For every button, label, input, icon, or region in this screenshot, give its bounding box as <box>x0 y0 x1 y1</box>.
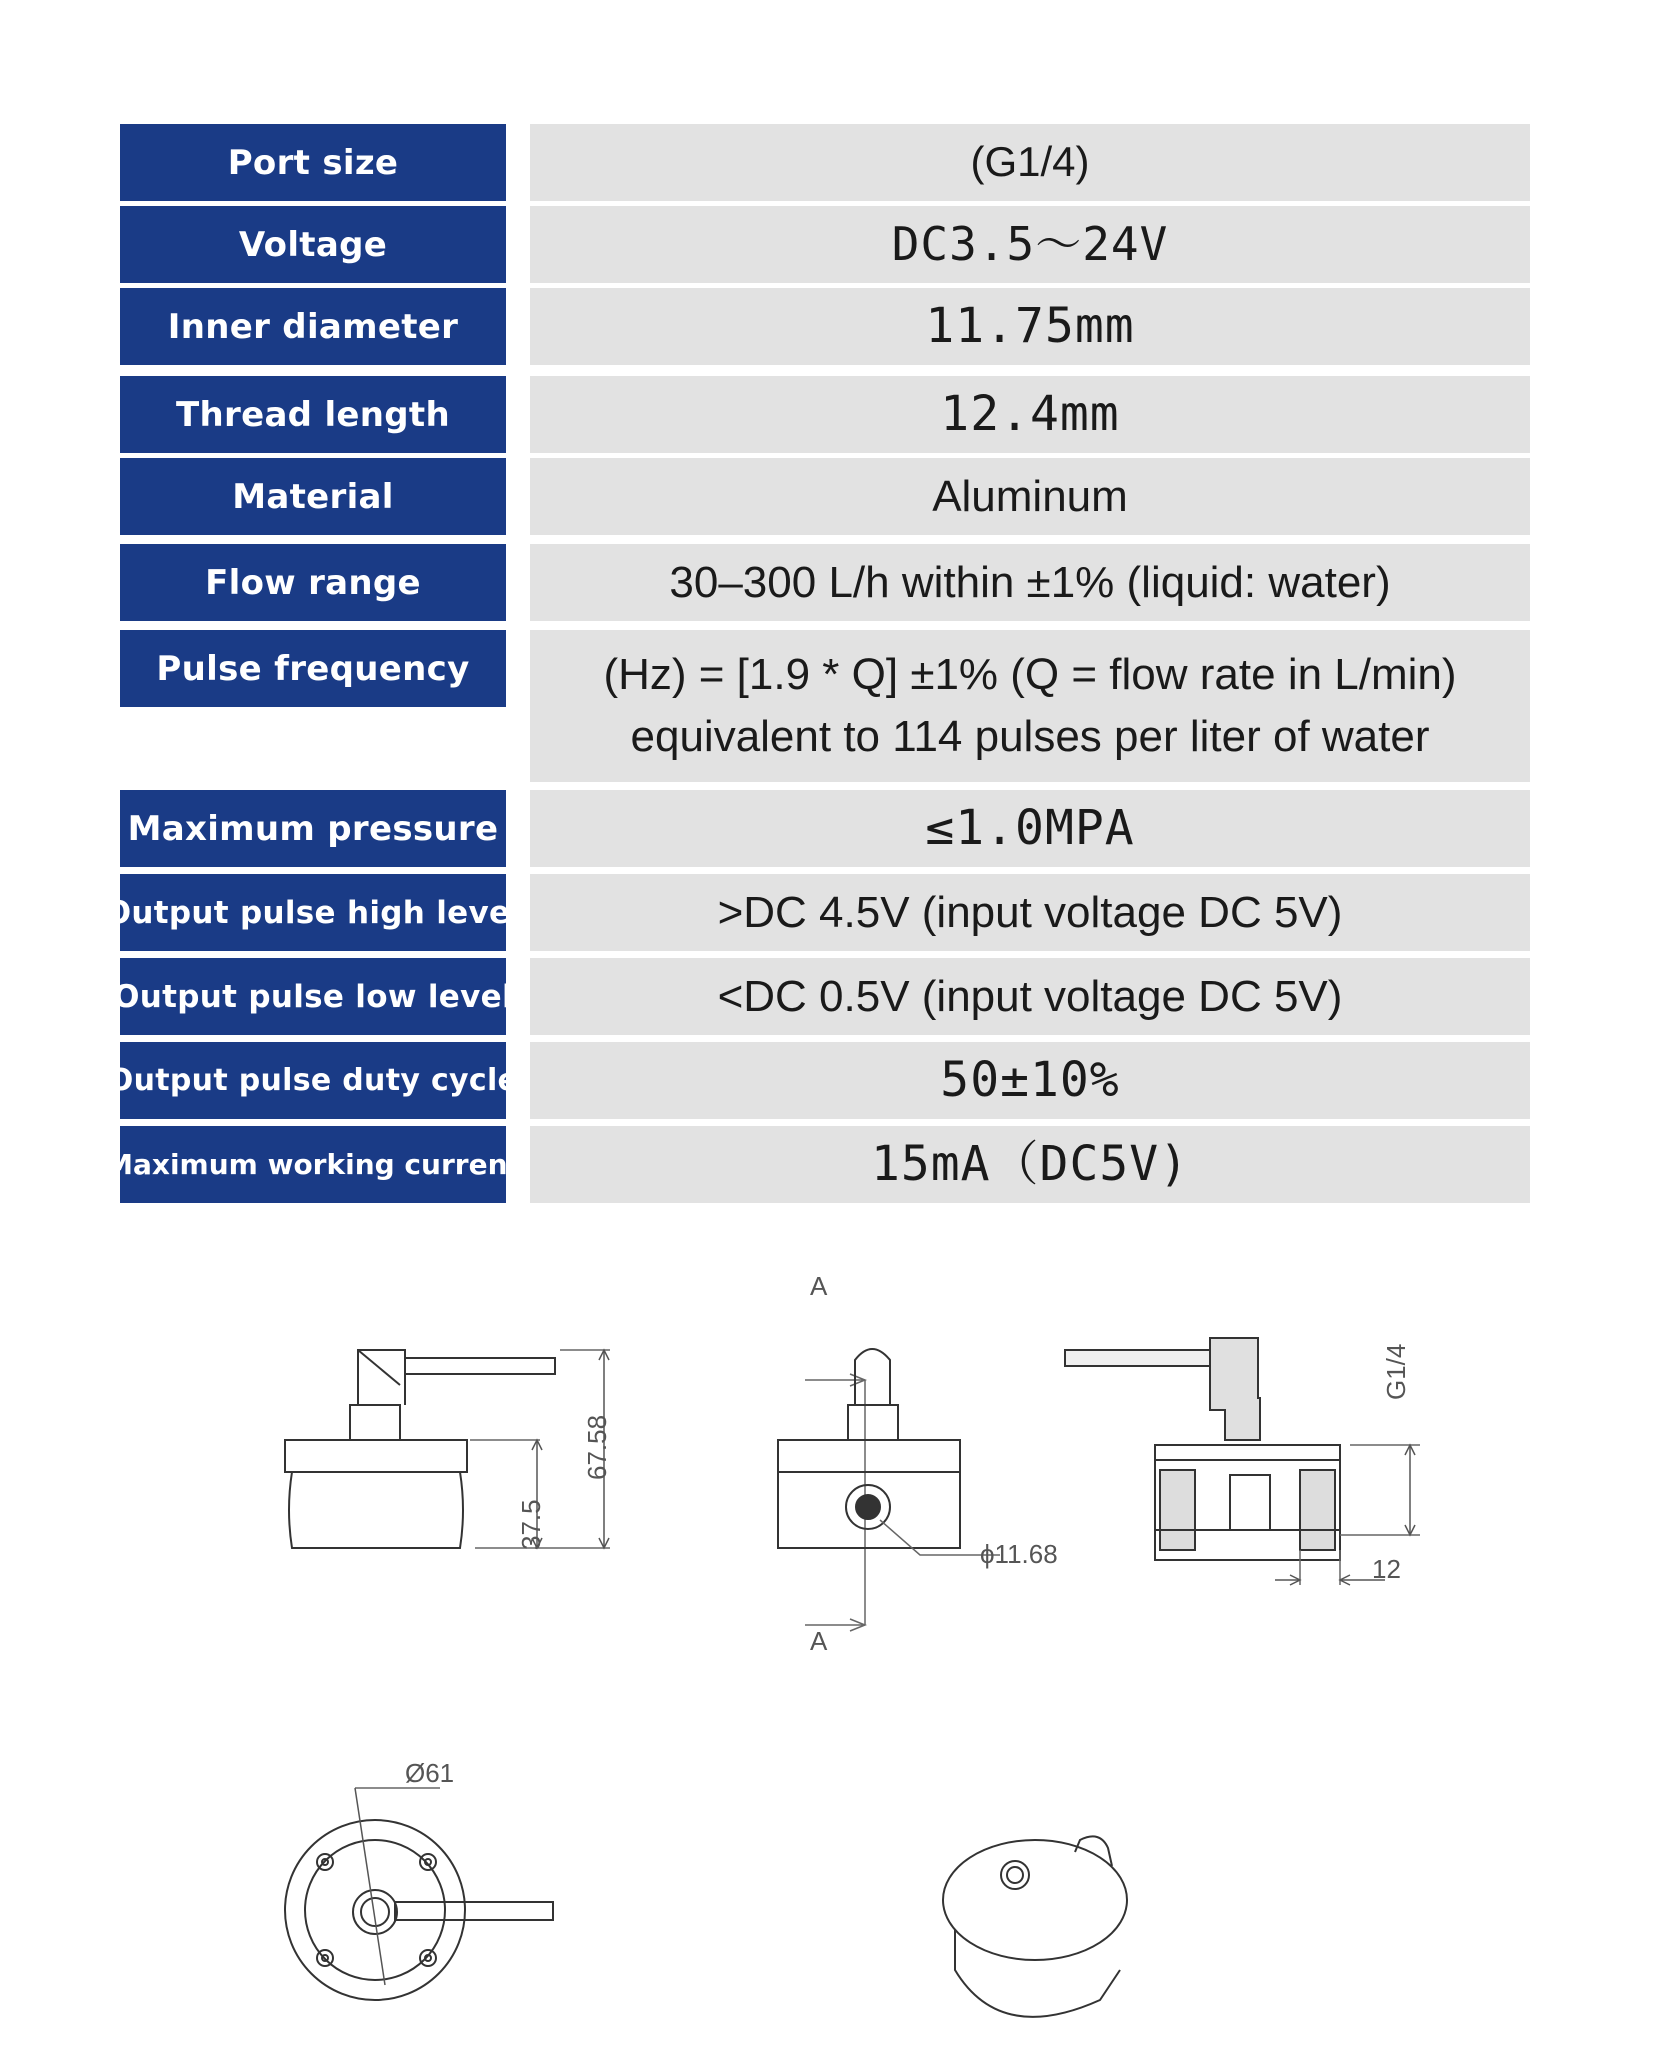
spec-label: Maximum pressure <box>120 790 506 867</box>
spec-label: Maximum working current <box>120 1126 506 1203</box>
dim-thread: G1/4 <box>1381 1343 1411 1400</box>
spec-value <box>530 630 1530 782</box>
technical-drawings <box>0 1250 1667 2050</box>
spec-label: Output pulse duty cycle <box>120 1042 506 1119</box>
top-view-drawing <box>285 1788 553 2000</box>
section-view-drawing <box>1065 1338 1420 1585</box>
spec-value: 50±10% <box>530 1042 1530 1119</box>
spec-label: Inner diameter <box>120 288 506 365</box>
spec-label: Pulse frequency <box>120 630 506 707</box>
spec-value: 30–300 L/h within ±1% (liquid: water) <box>530 544 1530 621</box>
section-label-top: A <box>810 1271 828 1301</box>
spec-value: (G1/4) <box>530 124 1530 201</box>
spec-value: DC3.5～24V <box>530 206 1530 283</box>
front-view-drawing <box>778 1349 1000 1631</box>
spec-label: Thread length <box>120 376 506 453</box>
dim-bore-diameter: ϕ11.68 <box>980 1539 1058 1569</box>
spec-value: 12.4mm <box>530 376 1530 453</box>
spec-value: <DC 0.5V (input voltage DC 5V) <box>530 958 1530 1035</box>
drawings-svg <box>0 1250 1667 2050</box>
section-label-bottom: A <box>810 1626 828 1656</box>
spec-label: Port size <box>120 124 506 201</box>
dim-height-total: 67.58 <box>582 1414 612 1480</box>
isometric-drawing <box>943 1836 1127 2016</box>
spec-label: Flow range <box>120 544 506 621</box>
side-view-drawing <box>285 1350 610 1548</box>
spec-value: Aluminum <box>530 458 1530 535</box>
spec-value: 15mA（DC5V) <box>530 1126 1530 1203</box>
spec-label: Output pulse high level <box>120 874 506 951</box>
spec-label: Voltage <box>120 206 506 283</box>
dim-thread-length: 12 <box>1372 1554 1401 1584</box>
dim-height-body: 37.5 <box>516 1499 546 1550</box>
spec-label: Material <box>120 458 506 535</box>
spec-value-line: (Hz) = [1.9 * Q] ±1% (Q = flow rate in L/min) <box>603 650 1457 700</box>
spec-value: ≤1.0MPA <box>530 790 1530 867</box>
spec-value: >DC 4.5V (input voltage DC 5V) <box>530 874 1530 951</box>
dim-outer-diameter: Ø61 <box>405 1758 455 1788</box>
spec-value: 11.75mm <box>530 288 1530 365</box>
spec-value-line: equivalent to 114 pulses per liter of water <box>630 712 1430 761</box>
spec-label: Output pulse low level <box>120 958 506 1035</box>
